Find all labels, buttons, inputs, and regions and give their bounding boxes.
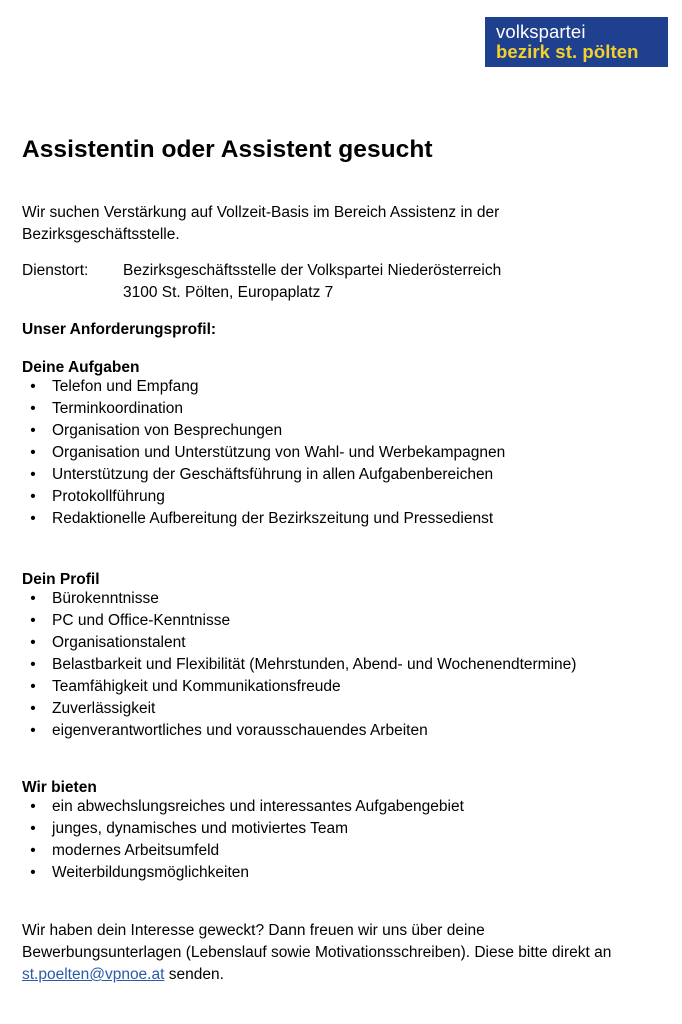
bullet-icon: •: [30, 444, 36, 461]
list-item: [22, 698, 662, 720]
closing-send-text: senden.: [164, 966, 224, 983]
list-item: [22, 676, 662, 698]
list-item: [22, 796, 662, 818]
bullet-icon: •: [30, 864, 36, 881]
list-item: [22, 610, 662, 632]
intro-text: Wir suchen Verstärkung auf Vollzeit-Basis im Bereich Assistenz in der Bezirksgeschäftsstelle.: [22, 204, 500, 243]
list-item: [22, 654, 662, 676]
bullet-icon: •: [30, 842, 36, 859]
page-title: Assistentin oder Assistent gesucht: [22, 136, 433, 163]
bullet-icon: •: [30, 798, 36, 815]
bullet-icon: •: [30, 722, 36, 739]
bullet-icon: •: [30, 700, 36, 717]
list-item: [22, 840, 662, 862]
list-item-text: Weiterbildungsmöglichkeiten: [52, 864, 250, 881]
bullet-icon: •: [30, 510, 36, 527]
list-item: [22, 464, 662, 486]
bullet-icon: •: [30, 488, 36, 505]
list-item: [22, 376, 662, 398]
list-item-text: junges, dynamisches und motiviertes Team: [52, 820, 349, 837]
list-item-text: Redaktionelle Aufbereitung der Bezirkszeitung und Pressedienst: [52, 510, 494, 527]
dienstort-line-2: 3100 St. Pölten, Europaplatz 7: [123, 284, 334, 301]
bullet-icon: •: [30, 422, 36, 439]
list-item-text: Teamfähigkeit und Kommunikationsfreude: [52, 678, 341, 695]
profil-list: [22, 588, 662, 742]
bullet-icon: •: [30, 656, 36, 673]
list-item-text: Organisation von Besprechungen: [52, 422, 283, 439]
list-item-text: Telefon und Empfang: [52, 378, 199, 395]
closing-line-3: [22, 964, 662, 986]
bullet-icon: •: [30, 612, 36, 629]
dienstort-line-1: Bezirksgeschäftsstelle der Volkspartei Niederösterreich: [123, 262, 502, 279]
profile-heading: Unser Anforderungsprofil:: [22, 321, 217, 338]
list-item: [22, 720, 662, 742]
list-item: [22, 862, 662, 884]
closing-text: [22, 920, 662, 986]
closing-line-1: Wir haben dein Interesse geweckt? Dann freuen wir uns über deine: [22, 922, 485, 939]
logo-line-1: volkspartei: [496, 21, 586, 42]
list-item-text: Protokollführung: [52, 488, 165, 505]
list-item-text: ein abwechslungsreiches und interessantes Aufgabengebiet: [52, 798, 464, 815]
list-item-text: PC und Office-Kenntnisse: [52, 612, 231, 629]
list-item-text: eigenverantwortliches und vorausschauendes Arbeiten: [52, 722, 428, 739]
list-item: [22, 398, 662, 420]
list-item: [22, 442, 662, 464]
list-item-text: Terminkoordination: [52, 400, 183, 417]
list-item-text: Organisation und Unterstützung von Wahl- und Werbekampagnen: [52, 444, 506, 461]
list-item: [22, 420, 662, 442]
aufgaben-list: [22, 376, 662, 530]
list-item-text: Unterstützung der Geschäftsführung in allen Aufgabenbereichen: [52, 466, 494, 483]
closing-line-2: Bewerbungsunterlagen (Lebenslauf sowie Motivationsschreiben). Diese bitte direkt an: [22, 944, 612, 961]
email-link[interactable]: st.poelten@vpnoe.at: [22, 966, 165, 983]
bieten-list: [22, 796, 662, 884]
bullet-icon: •: [30, 400, 36, 417]
list-item-text: modernes Arbeitsumfeld: [52, 842, 220, 859]
bieten-heading: Wir bieten: [22, 779, 97, 796]
list-item: [22, 486, 662, 508]
dienstort-address: [123, 260, 623, 304]
list-item-text: Organisationstalent: [52, 634, 186, 651]
list-item-text: Zuverlässigkeit: [52, 700, 156, 717]
list-item: [22, 818, 662, 840]
bullet-icon: •: [30, 378, 36, 395]
bullet-icon: •: [30, 820, 36, 837]
dienstort-label: Dienstort:: [22, 262, 89, 279]
bullet-icon: •: [30, 634, 36, 651]
list-item: [22, 588, 662, 610]
bullet-icon: •: [30, 590, 36, 607]
profil-heading: Dein Profil: [22, 571, 100, 588]
list-item: [22, 632, 662, 654]
logo-line-2: bezirk st. pölten: [496, 41, 639, 62]
party-logo: [485, 17, 668, 67]
bullet-icon: •: [30, 678, 36, 695]
bullet-icon: •: [30, 466, 36, 483]
list-item-text: Bürokenntnisse: [52, 590, 159, 607]
list-item: [22, 508, 662, 530]
aufgaben-heading: Deine Aufgaben: [22, 359, 140, 376]
list-item-text: Belastbarkeit und Flexibilität (Mehrstunden, Abend- und Wochenendtermine): [52, 656, 577, 673]
